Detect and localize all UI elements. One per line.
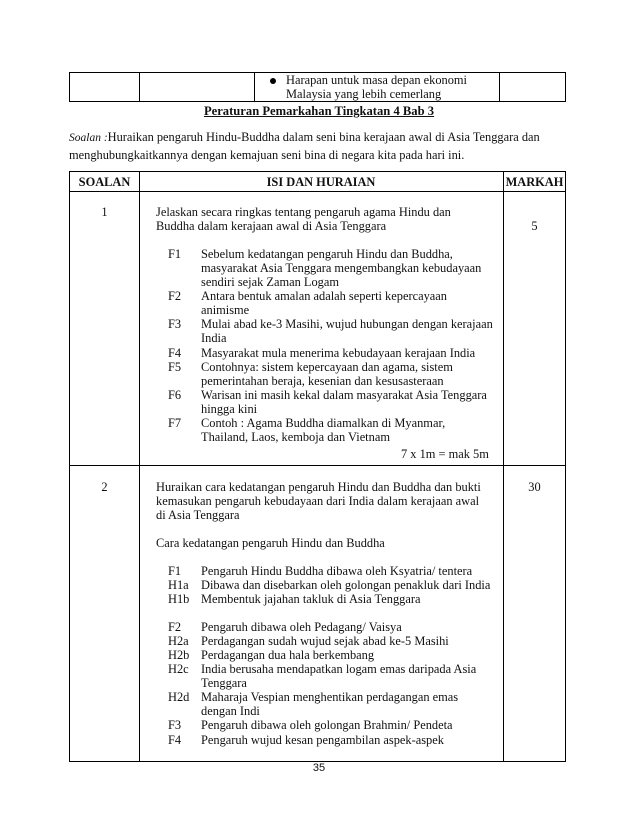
item-text: animisme [201,303,250,317]
item-code: F5 [168,360,182,374]
item-text: masyarakat Asia Tenggara mengembangkan kebudayaan [201,261,482,275]
item-code: H2d [168,690,190,704]
column-divider [503,172,504,761]
header-markah: MARKAH [505,175,564,189]
item-code: H2a [168,634,189,648]
item-text: sendiri sejak Zaman Logam [201,275,339,289]
item-text: Antara bentuk amalan adalah seperti kepercayaan [201,289,447,303]
item-text: pemerintahan beraja, kesenian dan kesusasteraan [201,374,444,388]
question-number: 2 [101,480,108,494]
item-code: F6 [168,388,182,402]
item-text: Pengaruh dibawa oleh golongan Brahmin/ Pendeta [201,718,453,732]
page-title: Peraturan Pemarkahan Tingkatan 4 Bab 3 [203,104,435,118]
bullet-text-line: Harapan untuk masa depan ekonomi [286,73,467,87]
header-divider [70,191,565,192]
column-divider [139,73,140,101]
bullet-text-line: Malaysia yang lebih cemerlang [286,87,442,101]
item-text: Masyarakat mula menerima kebudayaan kerajaan India [201,346,476,360]
item-text: Thailand, Laos, kemboja dan Vietnam [201,430,390,444]
column-divider [499,73,500,101]
item-text: hingga kini [201,402,258,416]
item-code: H1a [168,578,189,592]
item-code: F4 [168,733,182,747]
item-text: Contoh : Agama Buddha diamalkan di Myanmar, [201,416,446,430]
item-text: Warisan ini masih kekal dalam masyarakat Asia Tenggara [201,388,487,402]
column-divider [254,73,255,101]
question-text: Huraikan pengaruh Hindu-Buddha dalam seni bina kerajaan awal di Asia Tenggara dan [107,130,540,144]
item-code: F1 [168,247,182,261]
item-text: Pengaruh dibawa oleh Pedagang/ Vaisya [201,620,402,634]
item-code: H1b [168,592,190,606]
question-prefix: Soalan : [69,132,108,144]
page-number: 35 [312,762,326,774]
item-text: India berusaha mendapatkan logam emas daripada Asia [201,662,477,676]
item-code: F2 [168,289,182,303]
item-text: Tenggara [201,676,247,690]
header-isi: ISI DAN HURAIAN [266,175,376,189]
header-soalan: SOALAN [78,175,131,189]
row-intro: Jelaskan secara ringkas tentang pengaruh agama Hindu dan [156,205,451,219]
item-code: H2c [168,662,189,676]
item-text: Pengaruh wujud kesan pengambilan aspek-aspek [201,733,444,747]
item-text: Perdagangan sudah wujud sejak abad ke-5 Masihi [201,634,449,648]
row-divider [70,465,565,466]
item-text: Membentuk jajahan takluk di Asia Tenggara [201,592,421,606]
item-code: F3 [168,317,182,331]
item-code: F1 [168,564,182,578]
mark-value: 30 [528,480,541,494]
row-intro: Buddha dalam kerajaan awal di Asia Tenggara [156,219,387,233]
mark-value: 5 [531,219,538,233]
item-text: Sebelum kedatangan pengaruh Hindu dan Buddha, [201,247,453,261]
row-intro: Huraikan cara kedatangan pengaruh Hindu dan Buddha dan bukti [156,480,481,494]
question-line: menghubungkaitkannya dengan kemajuan seni bina di negara kita pada hari ini. [69,148,465,162]
bullet-icon [270,78,276,84]
row-subheading: Cara kedatangan pengaruh Hindu dan Buddha [156,536,385,550]
row-intro: kemasukan pengaruh kebudayaan dari India dalam kerajaan awal [156,494,480,508]
question-number: 1 [101,205,108,219]
item-code: F4 [168,346,182,360]
item-code: H2b [168,648,190,662]
column-divider [139,172,140,761]
item-text: Maharaja Vespian menghentikan perdagangan emas [201,690,459,704]
row-intro: di Asia Tenggara [156,508,240,522]
item-text: India [201,331,227,345]
item-text: Perdagangan dua hala berkembang [201,648,375,662]
item-code: F2 [168,620,182,634]
item-code: F7 [168,416,182,430]
question-line [69,130,540,145]
row-total: 7 x 1m = mak 5m [401,447,489,461]
item-code: F3 [168,718,182,732]
marking-table [69,171,566,762]
item-text: Pengaruh Hindu Buddha dibawa oleh Ksyatria/ tentera [201,564,473,578]
item-text: Dibawa dan disebarkan oleh golongan penakluk dari India [201,578,491,592]
item-text: dengan Indi [201,704,260,718]
item-text: Mulai abad ke-3 Masihi, wujud hubungan dengan kerajaan [201,317,493,331]
item-text: Contohnya: sistem kepercayaan dan agama, sistem [201,360,453,374]
continuation-table [69,72,566,102]
